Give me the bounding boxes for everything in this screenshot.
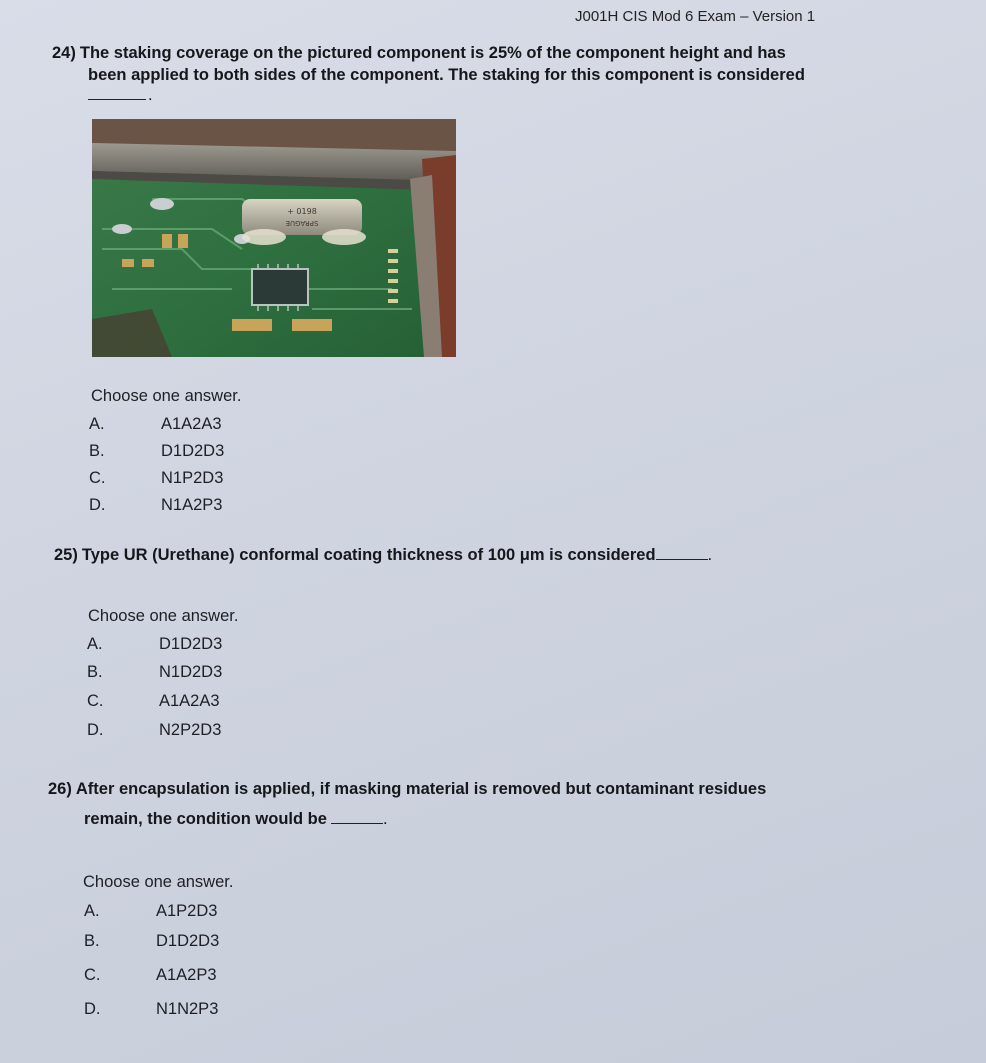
question-25 bbox=[54, 542, 954, 568]
option-letter: C. bbox=[89, 469, 106, 487]
option-letter: B. bbox=[84, 932, 100, 950]
option-letter: C. bbox=[84, 966, 101, 984]
option-letter: A. bbox=[89, 415, 105, 433]
question-26-line-2 bbox=[84, 806, 684, 832]
option-25-a[interactable] bbox=[87, 635, 222, 654]
option-26-a[interactable] bbox=[84, 902, 217, 921]
question-24-line-3 bbox=[88, 82, 208, 108]
trailing-period: . bbox=[148, 86, 153, 104]
option-26-b[interactable] bbox=[84, 932, 219, 951]
choose-one-answer-label: Choose one answer. bbox=[83, 873, 234, 891]
answer-blank bbox=[656, 545, 708, 560]
answer-blank bbox=[88, 85, 146, 100]
circuit-board-image bbox=[92, 119, 456, 357]
option-value: D1D2D3 bbox=[156, 932, 220, 950]
option-letter: D. bbox=[89, 496, 106, 514]
option-value: A1A2A3 bbox=[161, 415, 222, 433]
option-24-b[interactable] bbox=[89, 442, 224, 461]
option-value: N1N2P3 bbox=[156, 1000, 219, 1018]
option-24-d[interactable] bbox=[89, 496, 222, 515]
option-letter: D. bbox=[87, 721, 104, 739]
question-text: After encapsulation is applied, if masking material is removed but contaminant residues bbox=[75, 780, 767, 798]
option-value: N2P2D3 bbox=[159, 721, 222, 739]
trailing-period: . bbox=[707, 546, 713, 564]
circuit-board-photo bbox=[92, 119, 456, 357]
option-letter: B. bbox=[87, 663, 103, 681]
component-marking-1: + 0198 bbox=[287, 207, 317, 216]
exam-header-title: J001H CIS Mod 6 Exam – Version 1 bbox=[575, 8, 816, 25]
option-value: D1D2D3 bbox=[159, 635, 223, 653]
option-value: A1P2D3 bbox=[156, 902, 218, 920]
option-26-c[interactable] bbox=[84, 966, 217, 985]
option-value: N1A2P3 bbox=[161, 496, 223, 514]
question-number: 24) bbox=[52, 44, 76, 62]
question-text: remain, the condition would be bbox=[84, 810, 327, 828]
option-value: N1D2D3 bbox=[159, 663, 223, 681]
component-marking-2: SPRAGUE bbox=[285, 219, 319, 227]
question-text: The staking coverage on the pictured component is 25% of the component height and has bbox=[79, 44, 786, 62]
option-25-d[interactable] bbox=[87, 721, 221, 740]
option-24-a[interactable] bbox=[89, 415, 222, 434]
question-26-line-1 bbox=[48, 776, 968, 802]
option-value: N1P2D3 bbox=[161, 469, 224, 487]
option-letter: B. bbox=[89, 442, 105, 460]
choose-one-answer-label: Choose one answer. bbox=[88, 607, 239, 625]
question-number: 25) bbox=[54, 546, 78, 564]
question-text: been applied to both sides of the component. The staking for this component is considered bbox=[88, 66, 805, 84]
option-letter: A. bbox=[84, 902, 100, 920]
option-26-d[interactable] bbox=[84, 1000, 218, 1019]
answer-blank bbox=[331, 809, 383, 824]
question-24-line-2 bbox=[88, 62, 968, 88]
question-number: 26) bbox=[48, 780, 72, 798]
option-24-c[interactable] bbox=[89, 469, 223, 488]
option-letter: A. bbox=[87, 635, 103, 653]
question-text: Type UR (Urethane) conformal coating thickness of 100 μm is considered bbox=[81, 546, 656, 564]
trailing-period: . bbox=[382, 810, 388, 828]
option-25-c[interactable] bbox=[87, 692, 220, 711]
option-value: A1A2P3 bbox=[156, 966, 217, 984]
option-value: A1A2A3 bbox=[159, 692, 220, 710]
option-25-b[interactable] bbox=[87, 663, 222, 682]
choose-one-answer-label: Choose one answer. bbox=[91, 387, 242, 405]
option-value: D1D2D3 bbox=[161, 442, 225, 460]
option-letter: D. bbox=[84, 1000, 101, 1018]
option-letter: C. bbox=[87, 692, 104, 710]
